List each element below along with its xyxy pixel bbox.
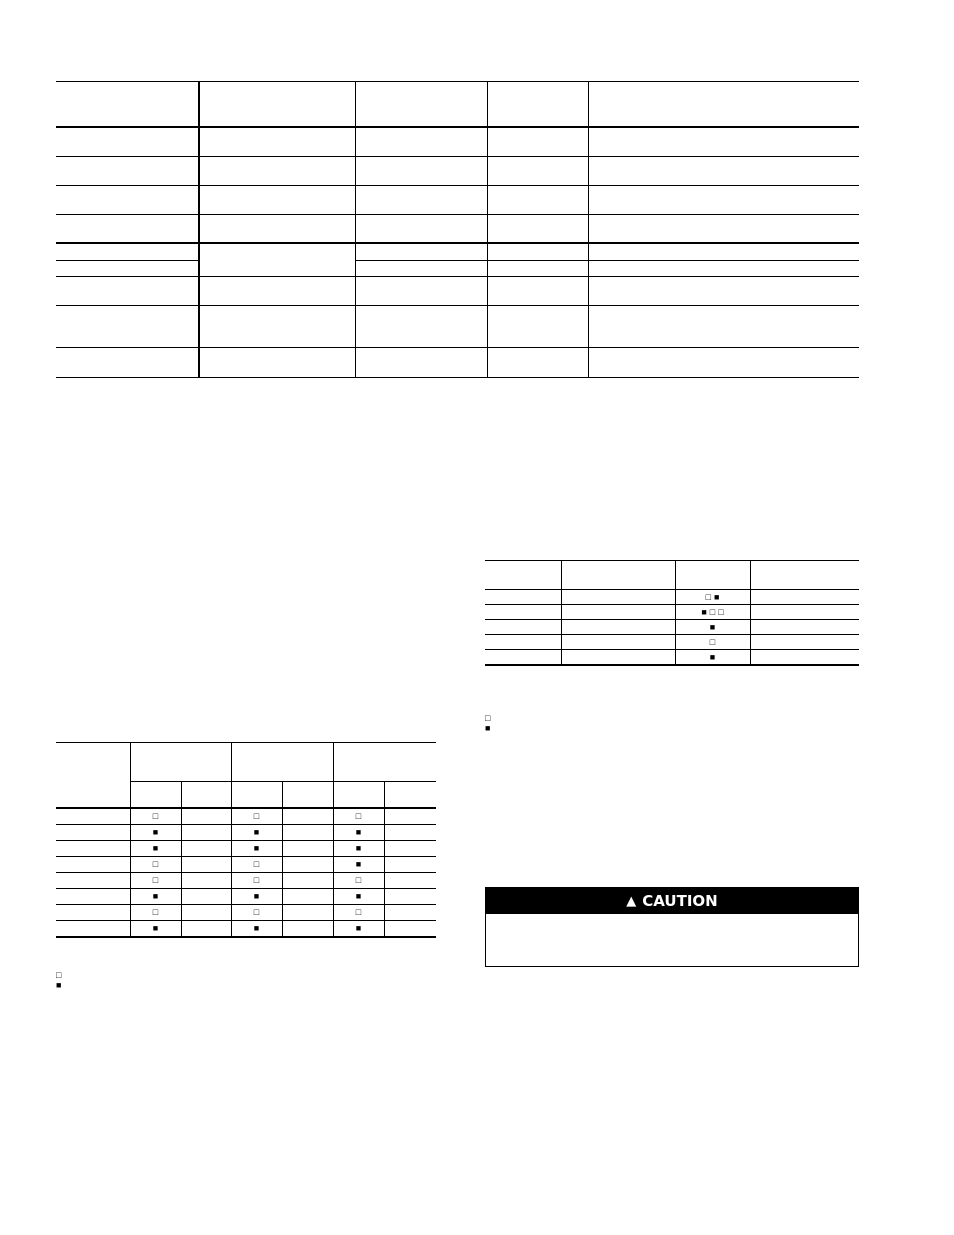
filled-square-icon: ■ [355, 843, 362, 853]
left-table-group-header-row [56, 743, 436, 782]
warning-triangle-icon: ▲ [626, 893, 637, 909]
filled-square-icon: ■ [714, 591, 720, 602]
top-data-table [56, 81, 859, 378]
caution-label: CAUTION [642, 892, 718, 910]
open-square-icon: □ [718, 606, 724, 617]
table-row [56, 127, 859, 156]
open-square-icon: □ [253, 811, 260, 821]
open-square-icon: □ [709, 636, 716, 647]
caution-header [486, 888, 858, 914]
table-row [56, 857, 436, 873]
filled-square-icon: ■ [152, 843, 159, 853]
open-square-icon: □ [152, 859, 159, 869]
table-row [56, 889, 436, 905]
open-square-icon: □ [355, 875, 362, 885]
table-row [485, 590, 859, 605]
open-square-icon: □ [253, 859, 260, 869]
filled-square-icon: ■ [253, 827, 260, 837]
filled-square-icon: ■ [253, 891, 260, 901]
table-row [56, 156, 859, 185]
open-square-icon: □ [152, 875, 159, 885]
filled-square-icon: ■ [355, 891, 362, 901]
filled-square-icon: ■ [709, 651, 716, 662]
table-row [56, 260, 859, 276]
legend-open-square-icon: □ [485, 713, 491, 723]
table-row [56, 243, 859, 260]
caution-box [485, 887, 859, 967]
filled-square-icon: ■ [152, 891, 159, 901]
right-table-header-row [485, 561, 859, 590]
table-row [56, 905, 436, 921]
filled-square-icon: ■ [253, 923, 260, 933]
table-row [56, 808, 436, 825]
legend-open-square-icon: □ [56, 970, 62, 980]
filled-square-icon: ■ [152, 923, 159, 933]
table-row [56, 825, 436, 841]
table-row [485, 620, 859, 635]
table-row [56, 873, 436, 889]
filled-square-icon: ■ [355, 923, 362, 933]
left-symbol-table [56, 742, 436, 938]
table-row [56, 921, 436, 938]
table-row [56, 185, 859, 214]
open-square-icon: □ [152, 907, 159, 917]
left-legend [56, 970, 61, 990]
right-legend [485, 713, 490, 733]
open-square-icon: □ [709, 606, 716, 617]
table-row [56, 841, 436, 857]
filled-square-icon: ■ [152, 827, 159, 837]
open-square-icon: □ [253, 907, 260, 917]
filled-square-icon: ■ [709, 621, 716, 632]
right-symbol-table [485, 560, 859, 666]
open-square-icon: □ [705, 591, 711, 602]
top-table-header-row [56, 82, 859, 128]
open-square-icon: □ [253, 875, 260, 885]
table-row [485, 650, 859, 666]
table-row [56, 214, 859, 243]
table-row [485, 635, 859, 650]
filled-square-icon: ■ [701, 606, 707, 617]
open-square-icon: □ [355, 811, 362, 821]
table-row [56, 347, 859, 377]
filled-square-icon: ■ [355, 859, 362, 869]
filled-square-icon: ■ [253, 843, 260, 853]
table-row [56, 276, 859, 305]
open-square-icon: □ [152, 811, 159, 821]
filled-square-icon: ■ [355, 827, 362, 837]
table-row [485, 605, 859, 620]
legend-filled-square-icon: ■ [56, 980, 62, 990]
open-square-icon: □ [355, 907, 362, 917]
legend-filled-square-icon: ■ [485, 723, 491, 733]
table-row [56, 305, 859, 347]
